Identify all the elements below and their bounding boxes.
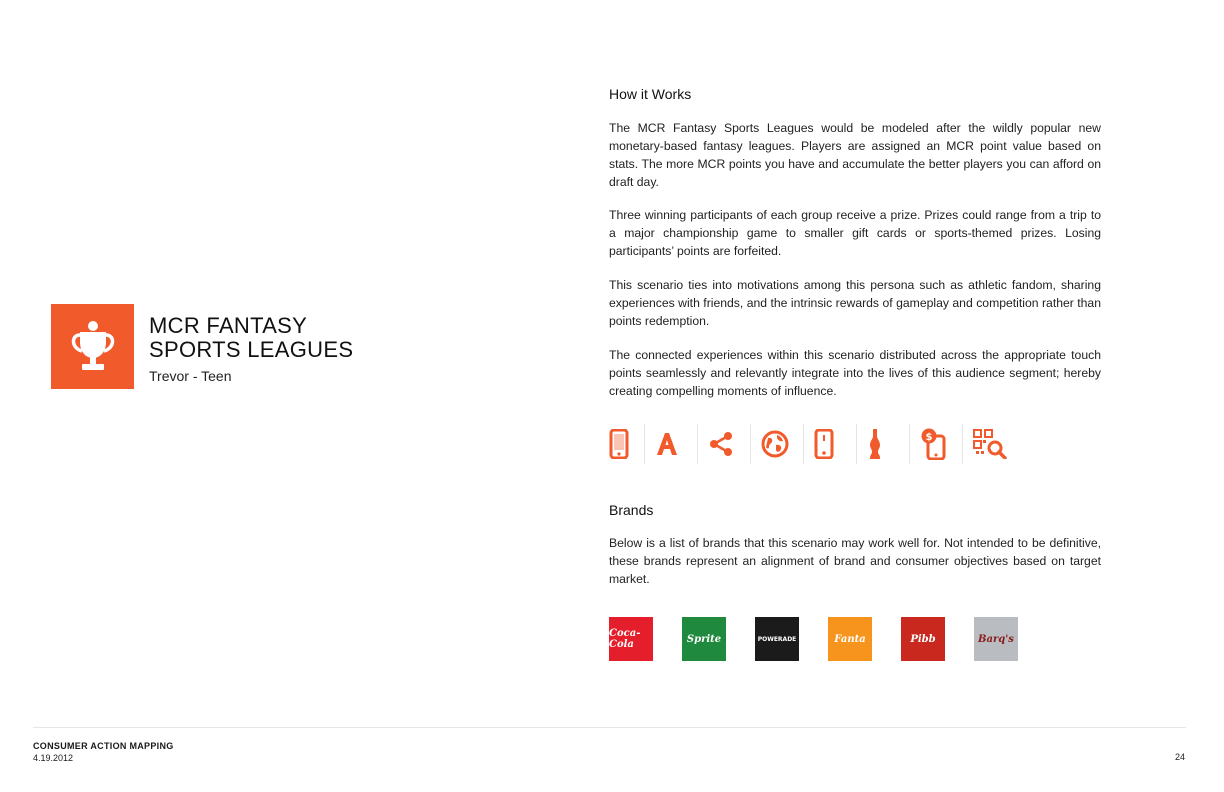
tablet-icon — [804, 424, 857, 464]
sprite-logo: Sprite — [682, 617, 726, 661]
globe-icon — [751, 424, 804, 464]
footer-divider — [33, 727, 1186, 728]
footer-date: 4.19.2012 — [33, 753, 74, 763]
share-icon — [698, 424, 751, 464]
brand-logos — [609, 617, 1018, 661]
mobile-phone-icon — [609, 424, 645, 464]
scenario-title-line-1: MCR FANTASY — [149, 313, 308, 338]
footer-title: CONSUMER ACTION MAPPING — [33, 741, 174, 751]
scenario-title-line-2: SPORTS LEAGUES — [149, 337, 354, 362]
brands-description: Below is a list of brands that this scenario may work well for. Not intended to be definitive, these brands represent an alignment of brand and consumer objectives based on target market. — [609, 536, 1101, 586]
how-it-works-paragraph: Three winning participants of each group receive a prize. Prizes could range from a trip to a major championship game to smaller gift cards or sports-themed prizes. Losing participants’ points are forfeited. — [609, 208, 1101, 258]
how-it-works-paragraph: The connected experiences within this scenario distributed across the appropriate touch points seamlessly and relevantly integrate into the lives of this audience segment; hereby creating compelling moments of influence. — [609, 348, 1101, 398]
svg-text:$: $ — [925, 432, 933, 443]
brands-section — [609, 500, 1101, 588]
scenario-badge — [51, 304, 134, 389]
brands-heading: Brands — [609, 502, 654, 518]
coca-cola-logo: Coca-Cola — [609, 617, 653, 661]
how-it-works-heading: How it Works — [609, 86, 692, 102]
fanta-logo: Fanta — [828, 617, 872, 661]
app-store-icon — [645, 424, 698, 464]
how-it-works-paragraph: The MCR Fantasy Sports Leagues would be modeled after the wildly popular new monetary-based fantasy leagues. Players are assigned an MCR point value based on stats. The more MCR points you have and accumulate the better players you can afford on draft day. — [609, 121, 1101, 189]
touchpoint-icons — [609, 424, 1016, 464]
page-number: 24 — [1174, 752, 1185, 762]
mobile-payment-icon — [910, 424, 963, 464]
trophy-icon — [68, 320, 118, 374]
how-it-works-paragraph: This scenario ties into motivations among this persona such as athletic fandom, sharing experiences with friends, and the intrinsic rewards of gameplay and competition rather than points redemption. — [609, 278, 1101, 328]
barqs-logo: Barq's — [974, 617, 1018, 661]
how-it-works-section — [609, 84, 1101, 400]
qr-scan-icon — [963, 424, 1016, 464]
pibb-logo: Pibb — [901, 617, 945, 661]
persona-label: Trevor - Teen — [149, 368, 232, 384]
powerade-logo: POWERADE — [755, 617, 799, 661]
bottle-icon — [857, 424, 910, 464]
scenario-title-block — [149, 314, 353, 384]
